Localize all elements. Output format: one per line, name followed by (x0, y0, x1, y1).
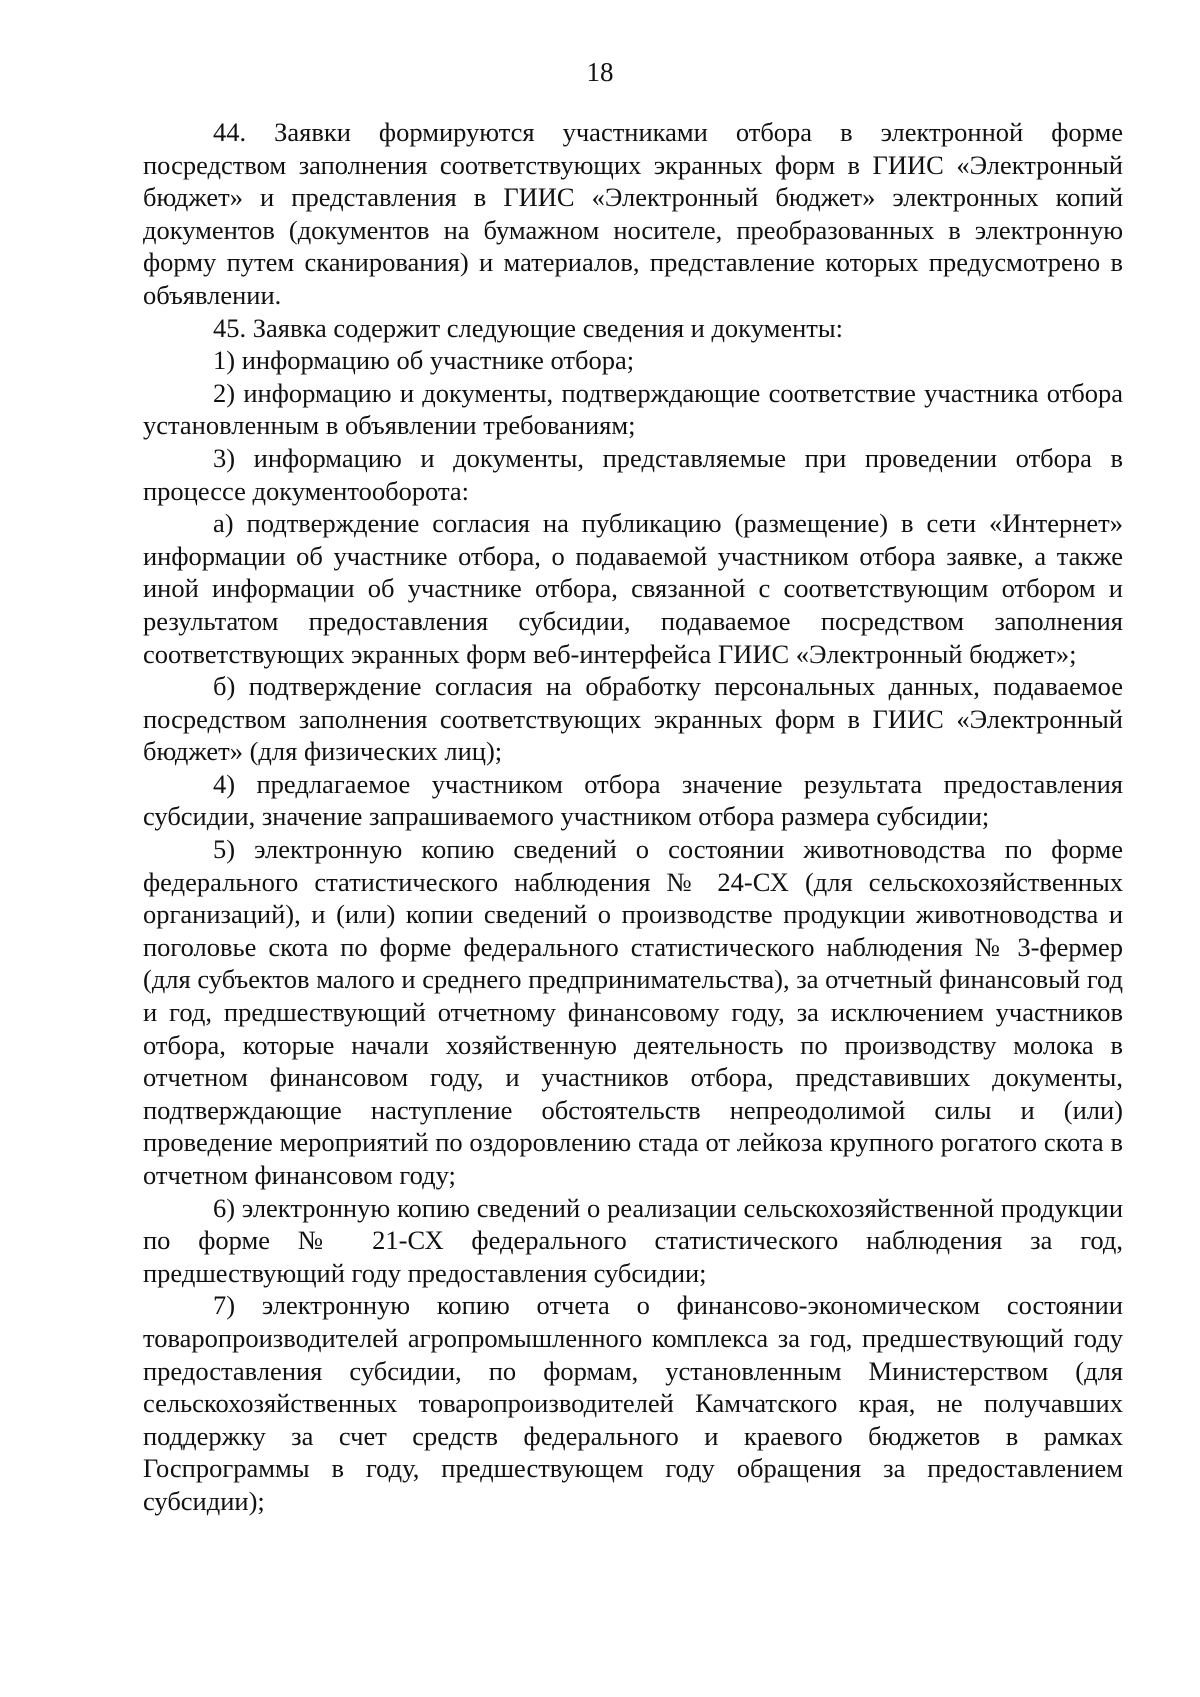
sub-item-b: б) подтверждение согласия на обработку персональных данных, подаваемое посредством заполнения соответствующих экранных форм в ГИИС «Электронный бюджет» (для физических лиц); (143, 671, 1123, 767)
page-number: 18 (586, 57, 614, 87)
list-item-2: 2) информацию и документы, подтверждающие соответствие участника отбора установленным в объявлении требованиям; (143, 377, 1123, 441)
paragraph-44: 44. Заявки формируются участниками отбора в электронной форме посредством заполнения соответствующих экранных форм в ГИИС «Электронный бюджет» и представления в ГИИС «Электронный бюджет» электронных копий документов (документов на бумажном носителе, преобразованных в электронную форму путем сканирования) и материалов, представление которых предусмотрено в объявлении. (143, 117, 1123, 310)
list-item-6: 6) электронную копию сведений о реализации сельскохозяйственной продукции по форме № 21-СХ федерального статистического наблюдения за год, предшествующий году предоставления субсидии; (143, 1192, 1123, 1288)
document-body (143, 116, 1123, 1518)
list-item-3: 3) информацию и документы, представляемые при проведении отбора в процессе документооборота: (143, 442, 1123, 506)
list-item-4: 4) предлагаемое участником отбора значение результата предоставления субсидии, значение запрашиваемого участником отбора размера субсидии; (143, 768, 1123, 832)
paragraph-45: 45. Заявка содержит следующие сведения и документы: (213, 312, 844, 343)
list-item-7: 7) электронную копию отчета о финансово-экономическом состоянии товаропроизводителей агропромышленного комплекса за год, предшествующий году предоставления субсидии, по формам, установленным Министерством (для сельскохозяйственных товаропроизводителей Камчатского края, не получавших поддержку за счет средств федерального и краевого бюджетов в рамках Госпрограммы в году, предшествующем году обращения за предоставлением субсидии); (143, 1290, 1123, 1516)
list-item-1: 1) информацию об участнике отбора; (213, 345, 635, 376)
sub-item-a: а) подтверждение согласия на публикацию (размещение) в сети «Интернет» информации об участнике отбора, о подаваемой участником отбора заявке, а также иной информации об участнике отбора, связанной с соответствующим отбором и результатом предоставления субсидии, подаваемое посредством заполнения соответствующих экранных форм веб-интерфейса ГИИС «Электронный бюджет»; (143, 508, 1123, 669)
list-item-5: 5) электронную копию сведений о состоянии животноводства по форме федерального статистического наблюдения № 24-СХ (для сельскохозяйственных организаций), и (или) копии сведений о производстве продукции животноводства и поголовье скота по форме федерального статистического наблюдения № 3-фермер (для субъектов малого и среднего предпринимательства), за отчетный финансовый год и год, предшествующий отчетному финансовому году, за исключением участников отбора, которые начали хозяйственную деятельность по производству молока в отчетном финансовом году, и участников отбора, представивших документы, подтверждающие наступление обстоятельств непреодолимой силы и (или) проведение мероприятий по оздоровлению стада от лейкоза крупного рогатого скота в отчетном финансовом году; (143, 834, 1123, 1190)
